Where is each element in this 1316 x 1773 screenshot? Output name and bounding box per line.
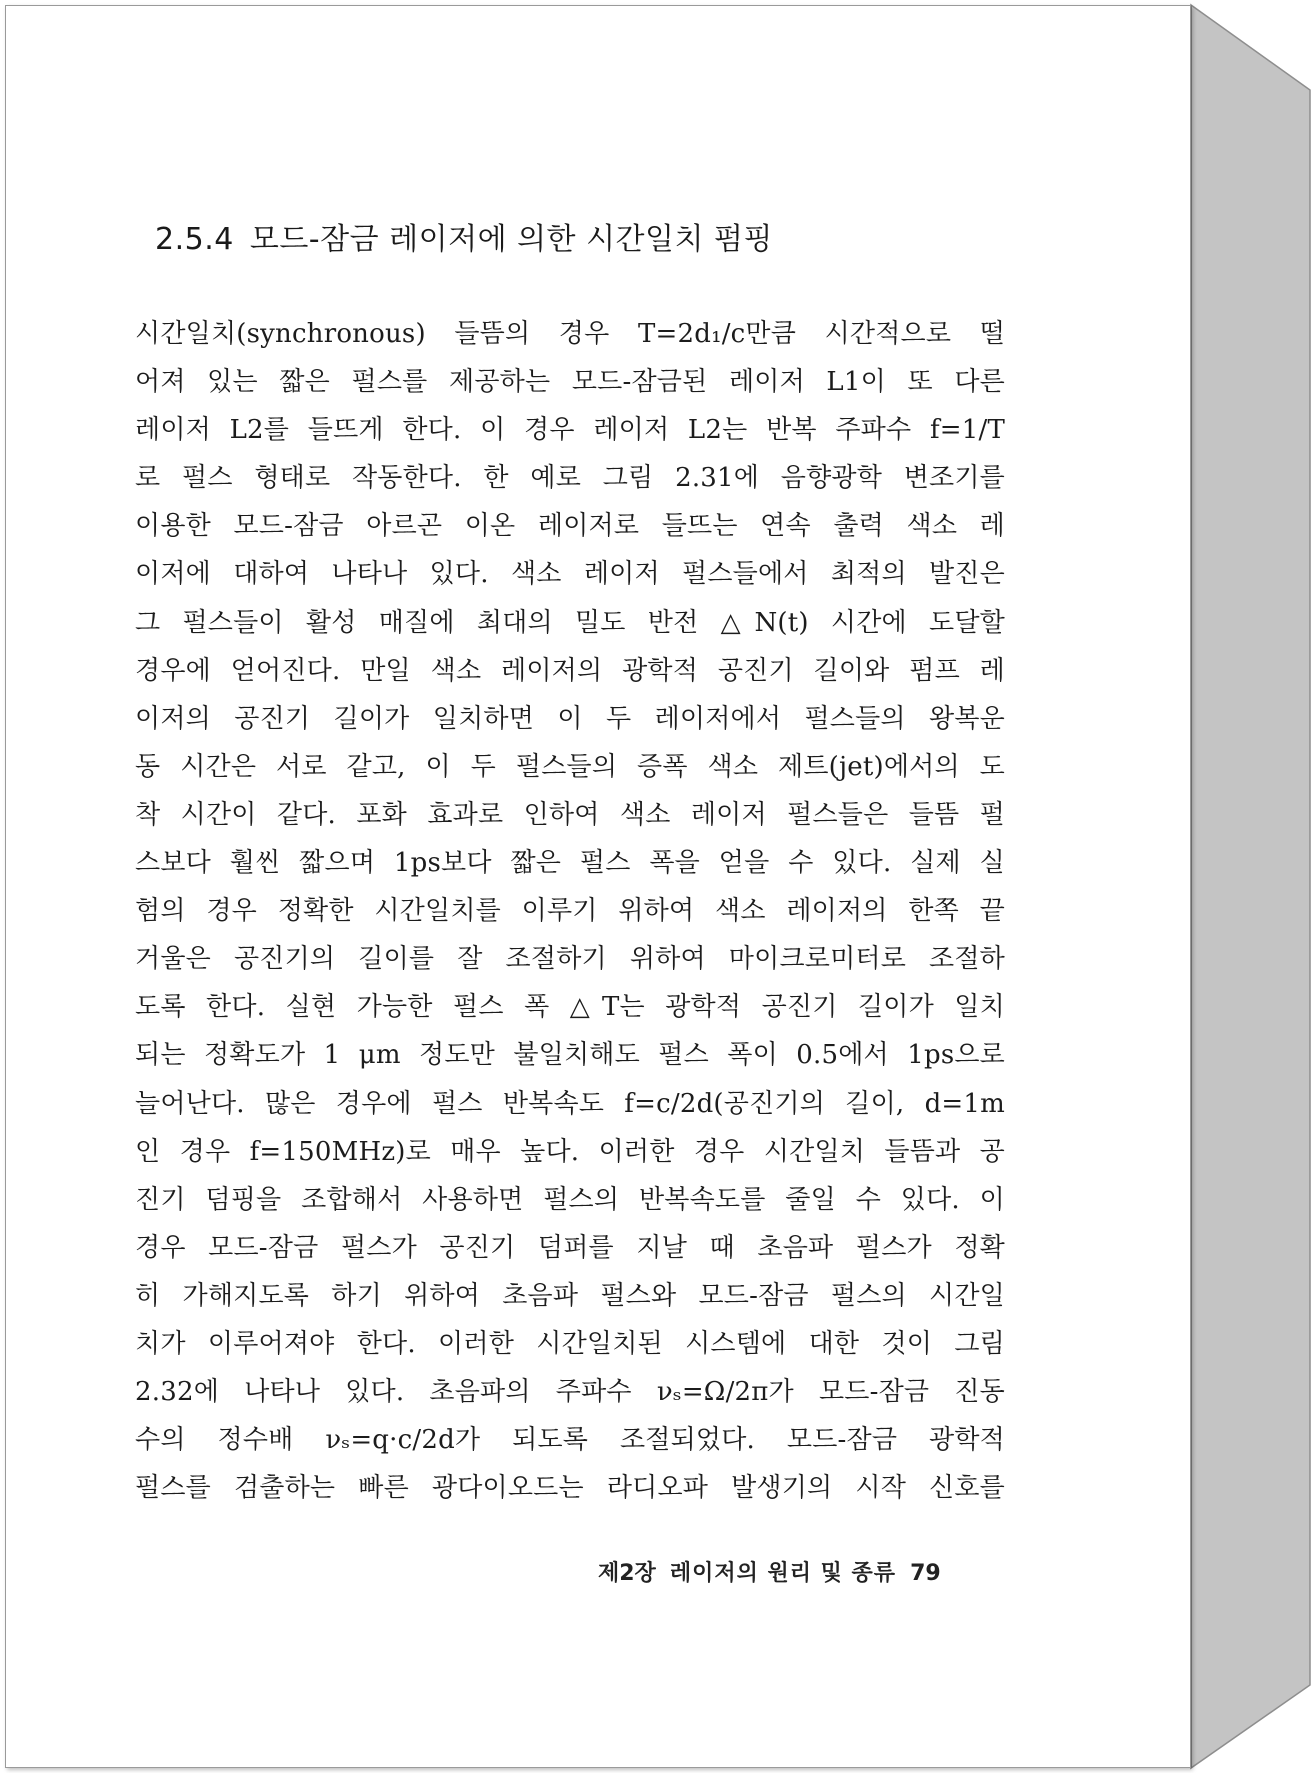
text-line: 이저에 대하여 나타나 있다. 색소 레이저 펄스들에서 최적의 발진은 bbox=[135, 559, 1005, 590]
text-line: 경우에 얻어진다. 만일 색소 레이저의 광학적 공진기 길이와 펌프 레 bbox=[135, 655, 1005, 686]
section-heading bbox=[155, 214, 1055, 258]
text-line: 치가 이루어져야 한다. 이러한 시간일치된 시스템에 대한 것이 그림 bbox=[135, 1328, 1005, 1359]
text-line: 거울은 공진기의 길이를 잘 조절하기 위하여 마이크로미터로 조절하 bbox=[135, 944, 1005, 975]
section-title: 모드-잠금 레이저에 의한 시간일치 펌핑 bbox=[249, 222, 773, 257]
text-line: 동 시간은 서로 같고, 이 두 펄스들의 증폭 색소 제트(jet)에서의 도 bbox=[135, 751, 1005, 782]
text-line: 히 가해지도록 하기 위하여 초음파 펄스와 모드-잠금 펄스의 시간일 bbox=[135, 1280, 1005, 1311]
footer-chapter: 제2장 bbox=[598, 1561, 656, 1586]
text-line: 로 펄스 형태로 작동한다. 한 예로 그림 2.31에 음향광학 변조기를 bbox=[135, 463, 1005, 494]
text-line: 도록 한다. 실현 가능한 펄스 폭 △T는 광학적 공진기 길이가 일치 bbox=[135, 992, 1005, 1023]
footer-chapter-title: 레이저의 원리 및 종류 bbox=[669, 1561, 897, 1586]
body-paragraph bbox=[135, 310, 1005, 1512]
text-line: 험의 경우 정확한 시간일치를 이루기 위하여 색소 레이저의 한쪽 끝 bbox=[135, 896, 1005, 927]
text-line: 진기 덤핑을 조합해서 사용하면 펄스의 반복속도를 줄일 수 있다. 이 bbox=[135, 1184, 1005, 1215]
section-number: 2.5.4 bbox=[155, 222, 234, 257]
text-line: 그 펄스들이 활성 매질에 최대의 밀도 반전 △N(t) 시간에 도달할 bbox=[135, 607, 1005, 638]
text-line: 되는 정확도가 1 μm 정도만 불일치해도 펄스 폭이 0.5에서 1ps으로 bbox=[135, 1040, 1005, 1071]
text-line: 늘어난다. 많은 경우에 펄스 반복속도 f=c/2d(공진기의 길이, d=1m bbox=[135, 1088, 1005, 1119]
text-line: 이저의 공진기 길이가 일치하면 이 두 레이저에서 펄스들의 왕복운 bbox=[135, 703, 1005, 734]
page-footer bbox=[598, 1556, 998, 1587]
text-line: 수의 정수배 νₛ=q·c/2d가 되도록 조절되었다. 모드-잠금 광학적 bbox=[135, 1425, 1005, 1456]
text-line: 착 시간이 같다. 포화 효과로 인하여 색소 레이저 펄스들은 들뜸 펄 bbox=[135, 799, 1005, 830]
page-number: 79 bbox=[910, 1561, 941, 1586]
text-line: 레이저 L2를 들뜨게 한다. 이 경우 레이저 L2는 반복 주파수 f=1/T bbox=[135, 415, 1005, 446]
text-line: 스보다 훨씬 짧으며 1ps보다 짧은 펄스 폭을 얻을 수 있다. 실제 실 bbox=[135, 848, 1005, 879]
text-line: 이용한 모드-잠금 아르곤 이온 레이저로 들뜨는 연속 출력 색소 레 bbox=[135, 511, 1005, 542]
text-line: 경우 모드-잠금 펄스가 공진기 덤퍼를 지날 때 초음파 펄스가 정확 bbox=[135, 1232, 1005, 1263]
text-line: 2.32에 나타나 있다. 초음파의 주파수 νₛ=Ω/2π가 모드-잠금 진동 bbox=[135, 1377, 1005, 1408]
text-line: 어져 있는 짧은 펄스를 제공하는 모드-잠금된 레이저 L1이 또 다른 bbox=[135, 367, 1005, 398]
text-line: 인 경우 f=150MHz)로 매우 높다. 이러한 경우 시간일치 들뜸과 공 bbox=[135, 1136, 1005, 1167]
text-line: 시간일치(synchronous) 들뜸의 경우 T=2d₁/c만큼 시간적으로 떨 bbox=[135, 319, 1005, 349]
text-line: 펄스를 검출하는 빠른 광다이오드는 라디오파 발생기의 시작 신호를 bbox=[135, 1473, 1005, 1504]
